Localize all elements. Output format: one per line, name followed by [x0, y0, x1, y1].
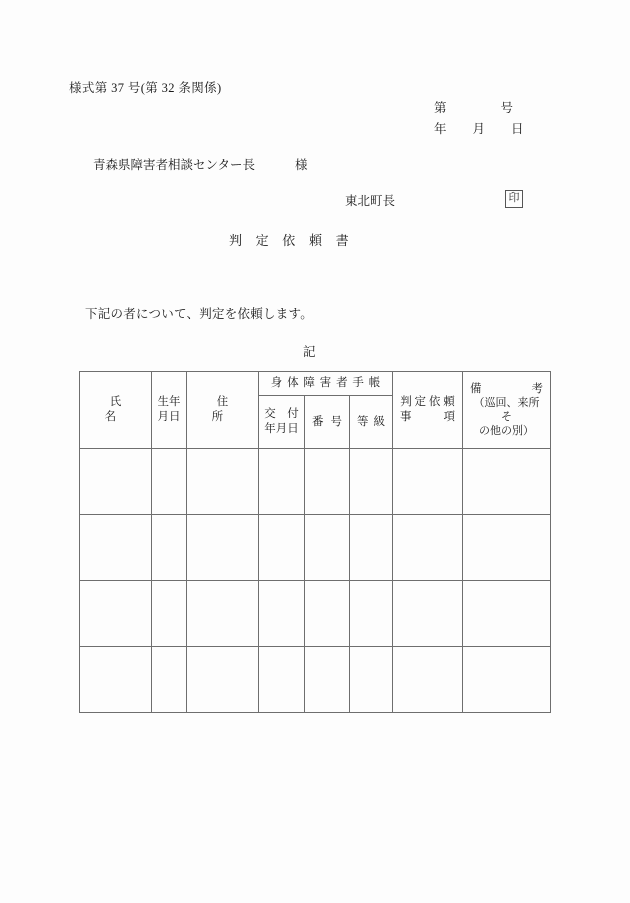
cell-request-items[interactable] — [393, 449, 463, 515]
document-number-prefix: 第 — [434, 101, 447, 115]
header-label-request-items-line1: 判 定 依 頼 — [400, 396, 455, 409]
cell-remarks[interactable] — [463, 647, 551, 713]
header-label-issue-date-line1: 交 付 — [264, 408, 299, 421]
date-day-label: 日 — [511, 122, 524, 136]
table-header-row-top — [80, 372, 551, 396]
header-label-birth-date — [152, 395, 186, 424]
table-row[interactable] — [80, 647, 551, 713]
header-label-certificate-number-right: 号 — [330, 415, 342, 428]
header-label-remarks-line1 — [470, 382, 543, 397]
form-code-label: 様式第 37 号(第 32 条関係) — [69, 81, 222, 95]
header-label-remarks-line3: の他の別） — [479, 425, 534, 438]
cell-grade[interactable] — [350, 449, 393, 515]
header-label-address: 住 所 — [211, 396, 261, 423]
cell-certificate-number[interactable] — [305, 581, 350, 647]
header-label-certificate-number — [305, 415, 349, 430]
cell-certificate-number[interactable] — [305, 449, 350, 515]
date-month-label: 月 — [472, 122, 486, 136]
document-date-field — [434, 119, 524, 137]
cell-birth-date[interactable] — [152, 449, 187, 515]
intro-sentence: 下記の者について、判定を依頼します。 — [85, 307, 314, 321]
sender-name: 東北町長 — [345, 194, 396, 208]
header-label-grade-left: 等 — [357, 415, 369, 428]
header-cell-remarks — [463, 372, 551, 449]
header-label-remarks-line2: （巡回、来所そ — [473, 397, 540, 424]
cell-remarks[interactable] — [463, 449, 551, 515]
document-number-unit: 号 — [500, 101, 514, 115]
cell-issue-date[interactable] — [259, 449, 305, 515]
header-label-remarks-line1-left: 備 — [470, 382, 482, 395]
header-label-certificate-number-left: 番 — [312, 415, 324, 428]
header-cell-birth-date — [152, 372, 187, 449]
header-cell-certificate-group — [259, 372, 393, 396]
cell-grade[interactable] — [350, 581, 393, 647]
header-label-issue-date — [259, 407, 304, 436]
cell-request-items[interactable] — [393, 581, 463, 647]
header-label-request-items-line2-left: 事 — [400, 411, 412, 423]
cell-issue-date[interactable] — [259, 647, 305, 713]
cell-certificate-number[interactable] — [305, 647, 350, 713]
header-label-grade-right: 級 — [373, 415, 385, 428]
cell-address[interactable] — [187, 581, 259, 647]
cell-address[interactable] — [187, 449, 259, 515]
cell-grade[interactable] — [350, 515, 393, 581]
note-marker: 記 — [303, 345, 316, 359]
cell-name[interactable] — [80, 581, 152, 647]
document-title: 判定依頼書 — [229, 233, 363, 248]
table-row[interactable] — [80, 581, 551, 647]
cell-grade[interactable] — [350, 647, 393, 713]
header-label-request-items — [393, 395, 462, 424]
cell-birth-date[interactable] — [152, 581, 187, 647]
header-label-certificate-group: 身体障害者手帳 — [270, 377, 386, 390]
header-label-request-items-line2-right: 項 — [443, 411, 455, 423]
header-cell-request-items — [393, 372, 463, 449]
header-cell-grade — [350, 396, 393, 449]
cell-remarks[interactable] — [463, 515, 551, 581]
header-label-birth-date-line1: 生年 — [157, 396, 181, 409]
seal-stamp-box: 印 — [505, 190, 523, 208]
cell-issue-date[interactable] — [259, 581, 305, 647]
header-label-remarks — [463, 382, 550, 439]
header-cell-certificate-number — [305, 396, 350, 449]
cell-address[interactable] — [187, 515, 259, 581]
header-label-remarks-line1-right: 考 — [531, 382, 543, 395]
cell-address[interactable] — [187, 647, 259, 713]
addressee-honorific: 様 — [295, 158, 308, 172]
header-cell-name — [80, 372, 152, 449]
cell-name[interactable] — [80, 515, 152, 581]
cell-remarks[interactable] — [463, 581, 551, 647]
cell-request-items[interactable] — [393, 647, 463, 713]
cell-birth-date[interactable] — [152, 515, 187, 581]
addressee-name: 青森県障害者相談センター長 — [93, 158, 256, 172]
sender-line — [345, 190, 525, 212]
cell-issue-date[interactable] — [259, 515, 305, 581]
header-label-issue-date-line2: 年月日 — [264, 423, 299, 435]
cell-name[interactable] — [80, 647, 152, 713]
header-label-request-items-line2 — [400, 410, 455, 425]
table-row[interactable] — [80, 515, 551, 581]
cell-birth-date[interactable] — [152, 647, 187, 713]
header-label-birth-date-line2: 月日 — [157, 411, 181, 423]
table-row[interactable] — [80, 449, 551, 515]
applicant-record-table — [79, 371, 551, 713]
header-cell-address — [187, 372, 259, 449]
header-label-grade — [350, 415, 392, 430]
cell-request-items[interactable] — [393, 515, 463, 581]
addressee-line — [93, 155, 308, 173]
cell-name[interactable] — [80, 449, 152, 515]
cell-certificate-number[interactable] — [305, 515, 350, 581]
date-year-label: 年 — [434, 122, 447, 136]
header-label-name: 氏 名 — [104, 396, 154, 423]
document-number-field — [434, 98, 513, 116]
header-cell-issue-date — [259, 396, 305, 449]
